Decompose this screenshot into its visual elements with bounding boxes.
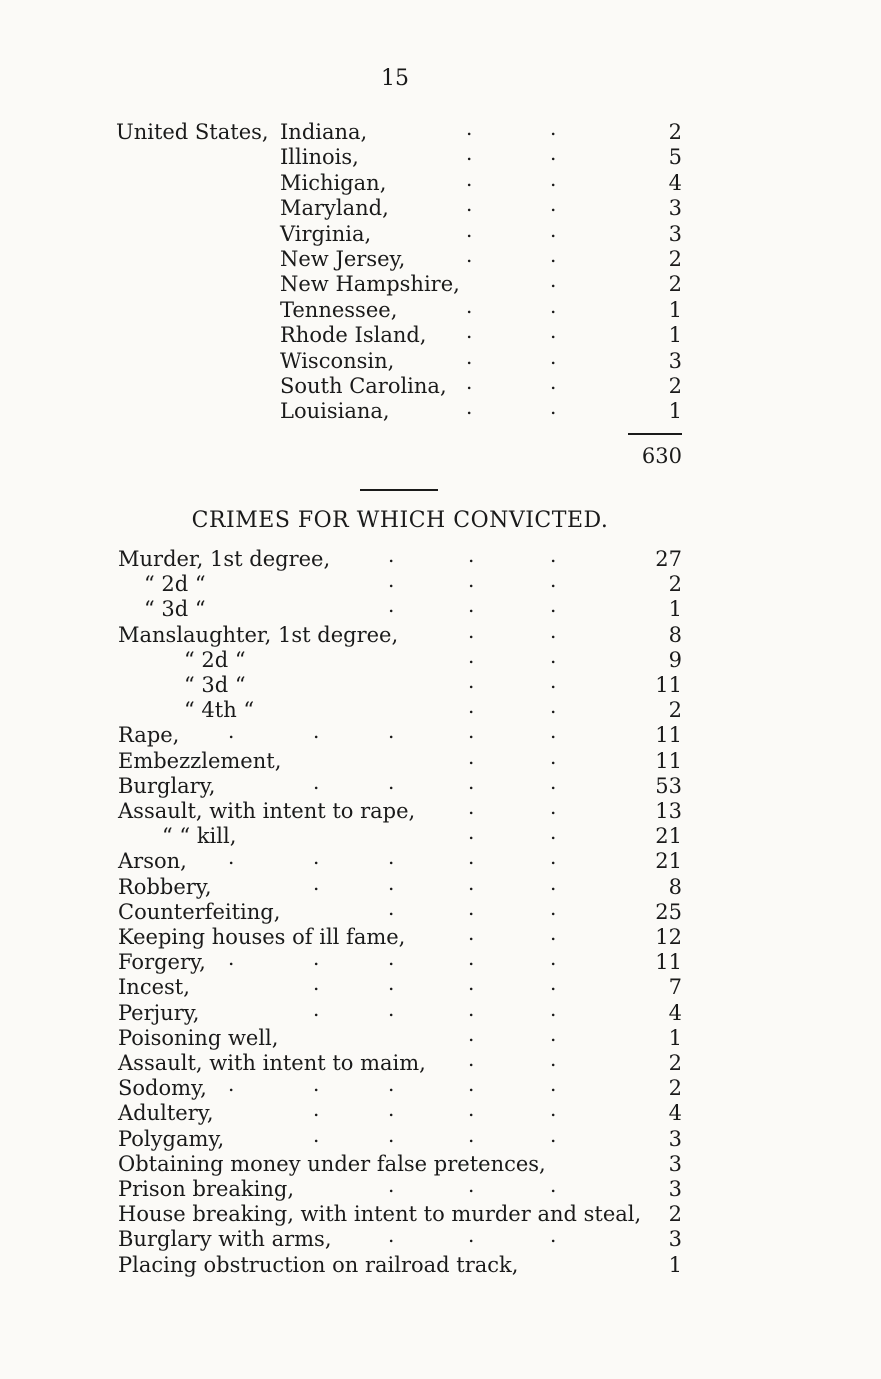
- leader-dot: .: [313, 845, 320, 870]
- leader-dot: .: [468, 1097, 475, 1122]
- crime-row: [118, 1021, 682, 1051]
- leader-dot: .: [550, 719, 557, 744]
- leader-dot: .: [468, 1072, 475, 1097]
- row-label: Burglary,: [118, 773, 216, 798]
- leader-dot: .: [466, 344, 473, 369]
- leader-dot: .: [468, 694, 475, 719]
- leader-dot: .: [550, 1122, 557, 1147]
- crime-row: [118, 996, 682, 1026]
- state-row: [280, 243, 682, 272]
- row-label: Tennessee,: [280, 297, 398, 322]
- row-count: 11: [655, 723, 682, 748]
- leader-dot: .: [468, 568, 475, 593]
- leader-dot: .: [468, 719, 475, 744]
- crime-row: [118, 1122, 682, 1152]
- row-count: 2: [668, 272, 682, 297]
- crime-row: [118, 870, 682, 900]
- row-count: 2: [668, 1076, 682, 1101]
- leader-dot: .: [468, 795, 475, 819]
- leader-dot: .: [550, 1021, 557, 1046]
- leader-dot: .: [468, 921, 475, 945]
- row-count: 11: [655, 950, 682, 975]
- row-count: 7: [668, 975, 682, 1000]
- leader-dot: .: [313, 719, 320, 744]
- row-count: 1: [668, 399, 682, 424]
- crime-row: [118, 1072, 682, 1101]
- leader-dot: .: [550, 921, 557, 945]
- leader-dot: .: [468, 643, 475, 668]
- crime-row: [118, 1223, 682, 1252]
- row-count: 2: [668, 1051, 682, 1075]
- row-count: 9: [668, 647, 682, 672]
- row-count: 5: [668, 145, 682, 170]
- leader-dot: .: [468, 669, 475, 693]
- leader-dot: .: [228, 845, 235, 870]
- row-count: 3: [668, 1126, 682, 1151]
- leader-dot: .: [550, 845, 557, 870]
- state-row: [280, 166, 682, 196]
- leader-dot: .: [550, 293, 557, 318]
- leader-dot: .: [550, 1173, 557, 1197]
- leader-dot: .: [313, 1072, 320, 1097]
- leader-dot: .: [550, 795, 557, 819]
- row-label: Michigan,: [280, 170, 387, 195]
- row-label: Prison breaking,: [118, 1177, 295, 1201]
- leader-dot: .: [550, 268, 557, 293]
- row-label: Assault, with intent to maim,: [118, 1051, 426, 1075]
- leader-dot: .: [466, 166, 473, 191]
- crime-row: [118, 921, 682, 950]
- total-rule: [628, 433, 682, 435]
- leader-dot: .: [550, 116, 557, 140]
- row-label: Arson,: [118, 849, 187, 874]
- leader-dot: .: [468, 744, 475, 769]
- row-count: 1: [668, 1025, 682, 1050]
- crimes-heading: CRIMES FOR WHICH CONVICTED.: [191, 508, 609, 533]
- row-label: Rhode Island,: [280, 323, 427, 348]
- row-label: “ 2d “: [184, 647, 246, 672]
- leader-dot: .: [468, 946, 475, 971]
- leader-dot: .: [388, 870, 395, 895]
- state-row: [280, 344, 682, 374]
- leader-dot: .: [468, 1223, 475, 1248]
- leader-dot: .: [550, 1072, 557, 1097]
- leader-dot: .: [388, 996, 395, 1021]
- crime-row: [118, 669, 682, 698]
- row-count: 13: [655, 799, 682, 823]
- leader-dot: .: [466, 217, 473, 242]
- leader-dot: .: [388, 971, 395, 996]
- state-row: [280, 395, 682, 424]
- row-count: 4: [668, 1101, 682, 1126]
- leader-dot: .: [228, 719, 235, 744]
- leader-dot: .: [468, 618, 475, 643]
- row-label: Sodomy,: [118, 1076, 207, 1101]
- row-label: Illinois,: [280, 145, 359, 170]
- crime-row: [118, 845, 682, 874]
- row-count: 2: [668, 698, 682, 723]
- row-count: 3: [668, 1177, 682, 1201]
- leader-dot: .: [550, 543, 557, 567]
- crime-row: [118, 769, 682, 799]
- leader-dot: .: [466, 243, 473, 267]
- state-row: [280, 268, 682, 297]
- crime-row: [118, 1252, 682, 1278]
- row-label: “ 3d “: [144, 597, 206, 622]
- row-label: Poisoning well,: [118, 1025, 279, 1050]
- leader-dot: .: [466, 192, 473, 217]
- row-count: 2: [668, 374, 682, 398]
- row-label: Wisconsin,: [280, 348, 395, 373]
- leader-dot: .: [313, 769, 320, 794]
- leader-dot: .: [550, 870, 557, 895]
- leader-dot: .: [468, 895, 475, 920]
- row-label: Embezzlement,: [118, 748, 282, 773]
- leader-dot: .: [468, 593, 475, 618]
- row-label: Incest,: [118, 975, 190, 1000]
- row-label: Forgery,: [118, 950, 206, 975]
- row-count: 27: [655, 547, 682, 571]
- leader-dot: .: [388, 946, 395, 971]
- leader-dot: .: [388, 593, 395, 618]
- leader-dot: .: [550, 769, 557, 794]
- leader-dot: .: [313, 1097, 320, 1122]
- total-row: [600, 443, 682, 469]
- leader-dot: .: [466, 319, 473, 344]
- row-label: South Carolina,: [280, 374, 447, 398]
- state-row: [280, 370, 682, 399]
- leader-dot: .: [388, 568, 395, 593]
- leader-dot: .: [388, 719, 395, 744]
- crime-row: [118, 568, 682, 597]
- crime-row: [118, 694, 682, 723]
- leader-dot: .: [550, 820, 557, 845]
- leader-dot: .: [550, 192, 557, 217]
- row-label: Adultery,: [118, 1101, 214, 1126]
- crime-row: [118, 971, 682, 1000]
- row-count: 3: [668, 196, 682, 221]
- leader-dot: .: [550, 344, 557, 369]
- row-count: 21: [655, 824, 682, 849]
- leader-dot: .: [388, 845, 395, 870]
- leader-dot: .: [388, 1122, 395, 1147]
- leader-dot: .: [550, 694, 557, 719]
- leader-dot: .: [466, 293, 473, 318]
- row-label: “ 2d “: [144, 572, 206, 597]
- leader-dot: .: [468, 1173, 475, 1197]
- crime-row: [118, 1151, 682, 1177]
- row-label: “ 3d “: [184, 673, 246, 697]
- row-label: Robbery,: [118, 874, 212, 899]
- row-label: Burglary with arms,: [118, 1227, 332, 1252]
- leader-dot: .: [550, 971, 557, 996]
- state-row: [280, 319, 682, 348]
- leader-dot: .: [468, 996, 475, 1021]
- crime-row: [118, 1173, 682, 1202]
- row-label: New Jersey,: [280, 247, 406, 271]
- row-count: 1: [668, 597, 682, 622]
- leader-dot: .: [228, 946, 235, 971]
- row-label: Polygamy,: [118, 1126, 225, 1151]
- leader-dot: .: [313, 870, 320, 895]
- row-count: 3: [668, 1151, 682, 1176]
- row-count: 21: [655, 849, 682, 874]
- row-label: Indiana,: [280, 120, 368, 144]
- leader-dot: .: [550, 643, 557, 668]
- crime-row: [118, 719, 682, 748]
- crime-row: [118, 1097, 682, 1126]
- leader-dot: .: [550, 996, 557, 1021]
- leader-dot: .: [466, 395, 473, 420]
- row-label: Counterfeiting,: [118, 899, 281, 924]
- leader-dot: .: [468, 543, 475, 567]
- leader-dot: .: [468, 1047, 475, 1071]
- leader-dot: .: [550, 395, 557, 420]
- leader-dot: .: [388, 1223, 395, 1248]
- leader-dot: .: [550, 319, 557, 344]
- crime-row: [118, 543, 682, 572]
- state-row: [280, 192, 682, 221]
- leader-dot: .: [388, 1072, 395, 1097]
- leader-dot: .: [550, 370, 557, 394]
- leader-dot: .: [550, 895, 557, 920]
- row-label: Obtaining money under false pretences,: [118, 1151, 546, 1176]
- page-number: 15: [381, 66, 409, 91]
- row-label: “ “ kill,: [162, 824, 237, 849]
- leader-dot: .: [550, 946, 557, 971]
- row-label: Placing obstruction on railroad track,: [118, 1252, 519, 1277]
- row-label: Perjury,: [118, 1000, 200, 1025]
- leader-dot: .: [550, 1097, 557, 1122]
- crime-row: [118, 618, 682, 648]
- leader-dot: .: [550, 669, 557, 693]
- row-label: Manslaughter, 1st degree,: [118, 622, 399, 647]
- row-count: 3: [668, 221, 682, 246]
- leader-dot: .: [550, 243, 557, 267]
- state-row: [280, 141, 682, 170]
- row-count: 2: [668, 1202, 682, 1227]
- leader-dot: .: [550, 568, 557, 593]
- state-row: [280, 217, 682, 247]
- row-count: 2: [668, 120, 682, 144]
- leader-dot: .: [550, 1047, 557, 1071]
- leader-dot: .: [313, 971, 320, 996]
- leader-dot: .: [468, 769, 475, 794]
- leader-dot: .: [388, 1097, 395, 1122]
- row-count: 2: [668, 247, 682, 271]
- leader-dot: .: [550, 166, 557, 191]
- leader-dot: .: [468, 971, 475, 996]
- row-label: Maryland,: [280, 196, 389, 221]
- leader-dot: .: [388, 543, 395, 567]
- crime-row: [118, 643, 682, 673]
- leader-dot: .: [468, 1122, 475, 1147]
- leader-dot: .: [468, 870, 475, 895]
- row-label: Murder, 1st degree,: [118, 547, 331, 571]
- crime-row: [118, 946, 682, 975]
- row-label: Louisiana,: [280, 399, 390, 424]
- row-count: 11: [655, 748, 682, 773]
- states-prefix: United States,: [116, 120, 269, 144]
- leader-dot: .: [550, 141, 557, 166]
- leader-dot: .: [468, 1021, 475, 1046]
- row-count: 4: [668, 1000, 682, 1025]
- leader-dot: .: [468, 820, 475, 845]
- leader-dot: .: [550, 744, 557, 769]
- row-count: 25: [655, 899, 682, 924]
- crime-row: [118, 593, 682, 622]
- row-label: House breaking, with intent to murder and steal,: [118, 1202, 642, 1227]
- row-count: 2: [668, 572, 682, 597]
- leader-dot: .: [313, 946, 320, 971]
- row-count: 3: [668, 1227, 682, 1252]
- row-label: Virginia,: [280, 221, 372, 246]
- crime-row: [118, 795, 682, 824]
- row-count: 1: [668, 297, 682, 322]
- leader-dot: .: [550, 593, 557, 618]
- row-count: 1: [668, 1252, 682, 1277]
- crime-row: [118, 895, 682, 925]
- state-row: [280, 116, 682, 145]
- row-count: 8: [668, 622, 682, 647]
- row-label: Rape,: [118, 723, 180, 748]
- crime-row: [118, 1047, 682, 1076]
- row-count: 11: [655, 673, 682, 697]
- leader-dot: .: [468, 845, 475, 870]
- crime-row: [118, 1201, 682, 1227]
- crime-row: [118, 744, 682, 774]
- row-count: 12: [655, 925, 682, 949]
- leader-dot: .: [313, 996, 320, 1021]
- leader-dot: .: [466, 116, 473, 140]
- row-count: 53: [655, 773, 682, 798]
- row-count: 8: [668, 874, 682, 899]
- leader-dot: .: [550, 618, 557, 643]
- leader-dot: .: [550, 217, 557, 242]
- leader-dot: .: [466, 141, 473, 166]
- leader-dot: .: [388, 1173, 395, 1197]
- row-count: 4: [668, 170, 682, 195]
- leader-dot: .: [313, 1122, 320, 1147]
- leader-dot: .: [388, 769, 395, 794]
- row-label: New Hampshire,: [280, 272, 460, 297]
- crime-row: [118, 820, 682, 849]
- leader-dot: .: [228, 1072, 235, 1097]
- leader-dot: .: [388, 895, 395, 920]
- row-label: Assault, with intent to rape,: [118, 799, 416, 823]
- section-divider: [360, 489, 438, 491]
- row-label: “ 4th “: [184, 698, 255, 723]
- row-label: Keeping houses of ill fame,: [118, 925, 406, 949]
- leader-dot: .: [466, 370, 473, 394]
- leader-dot: .: [550, 1223, 557, 1248]
- state-row: [280, 293, 682, 323]
- total-value: 630: [641, 444, 682, 468]
- row-count: 3: [668, 348, 682, 373]
- row-count: 1: [668, 323, 682, 348]
